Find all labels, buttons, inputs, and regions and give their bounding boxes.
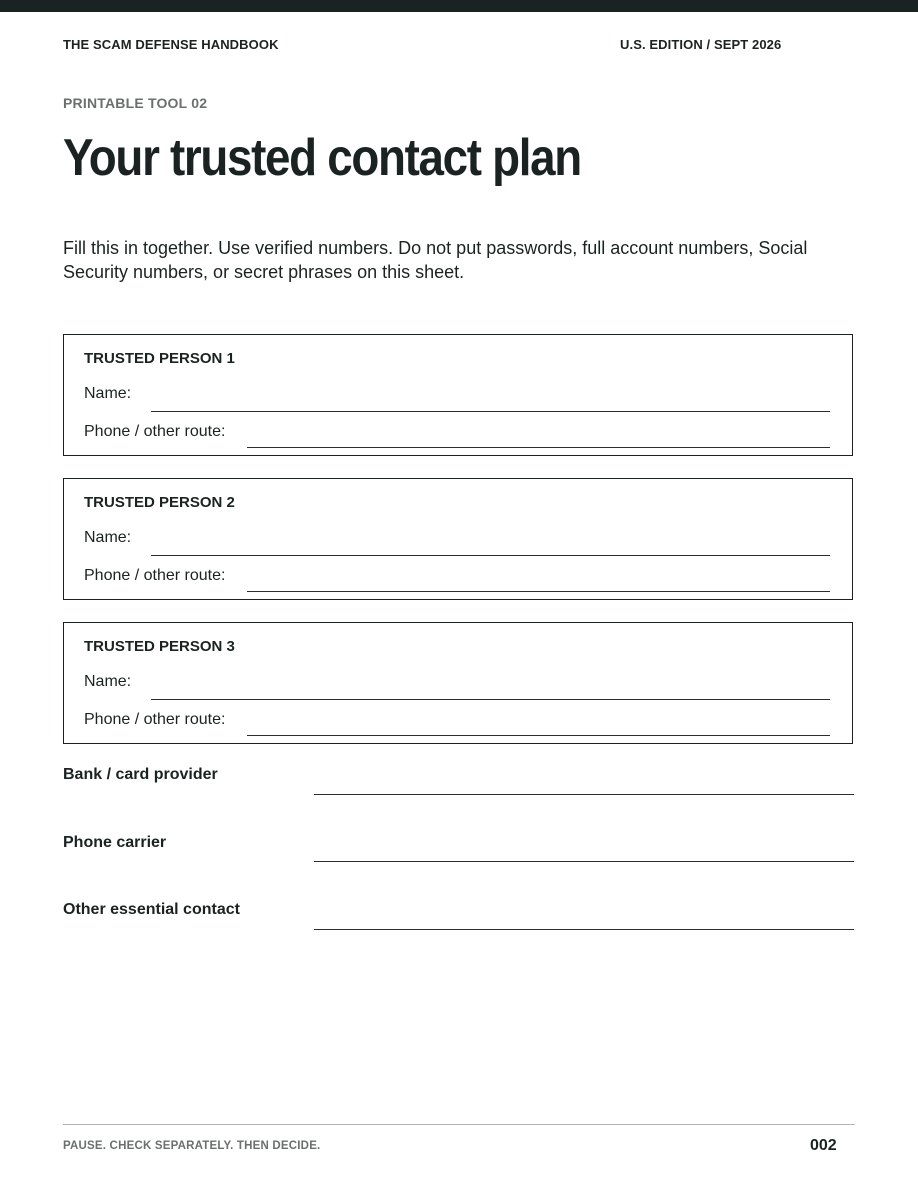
trusted-person-3-title: TRUSTED PERSON 3 — [84, 638, 235, 655]
bank-provider-label: Bank / card provider — [63, 766, 218, 783]
trusted-person-2-phone-label: Phone / other route: — [84, 567, 226, 584]
handbook-title: THE SCAM DEFENSE HANDBOOK — [63, 37, 279, 52]
page-title: Your trusted contact plan — [63, 129, 581, 187]
trusted-person-2-phone-field[interactable] — [247, 591, 830, 592]
tool-label: PRINTABLE TOOL 02 — [63, 95, 208, 111]
trusted-person-1-phone-field[interactable] — [247, 447, 830, 448]
phone-carrier-label: Phone carrier — [63, 834, 167, 851]
trusted-person-1-name-field[interactable] — [151, 411, 830, 412]
trusted-person-2-name-field[interactable] — [151, 555, 830, 556]
trusted-person-3-phone-label: Phone / other route: — [84, 711, 226, 728]
trusted-person-1-title: TRUSTED PERSON 1 — [84, 350, 235, 367]
trusted-person-3-name-label: Name: — [84, 673, 132, 690]
trusted-person-2-box — [63, 478, 853, 600]
other-contact-field[interactable] — [314, 929, 854, 930]
trusted-person-1-box — [63, 334, 853, 456]
trusted-person-2-name-label: Name: — [84, 529, 132, 546]
trusted-person-1-name-label: Name: — [84, 385, 132, 402]
trusted-person-2-title: TRUSTED PERSON 2 — [84, 494, 235, 511]
trusted-person-3-phone-field[interactable] — [247, 735, 830, 736]
intro-text: Fill this in together. Use verified numbers. Do not put passwords, full account numbers, Social Security numbers, or secret phrases on this sheet. — [63, 238, 808, 282]
trusted-person-3-name-field[interactable] — [151, 699, 830, 700]
bank-provider-field[interactable] — [314, 794, 854, 795]
phone-carrier-field[interactable] — [314, 861, 854, 862]
top-bar — [0, 0, 918, 12]
edition-label: U.S. EDITION / SEPT 2026 — [620, 37, 782, 52]
page-number: 002 — [810, 1137, 837, 1154]
trusted-person-3-box — [63, 622, 853, 744]
other-contact-label: Other essential contact — [63, 901, 240, 918]
footer-tagline: PAUSE. CHECK SEPARATELY. THEN DECIDE. — [63, 1140, 321, 1152]
trusted-person-1-phone-label: Phone / other route: — [84, 423, 226, 440]
footer-divider — [63, 1124, 855, 1125]
